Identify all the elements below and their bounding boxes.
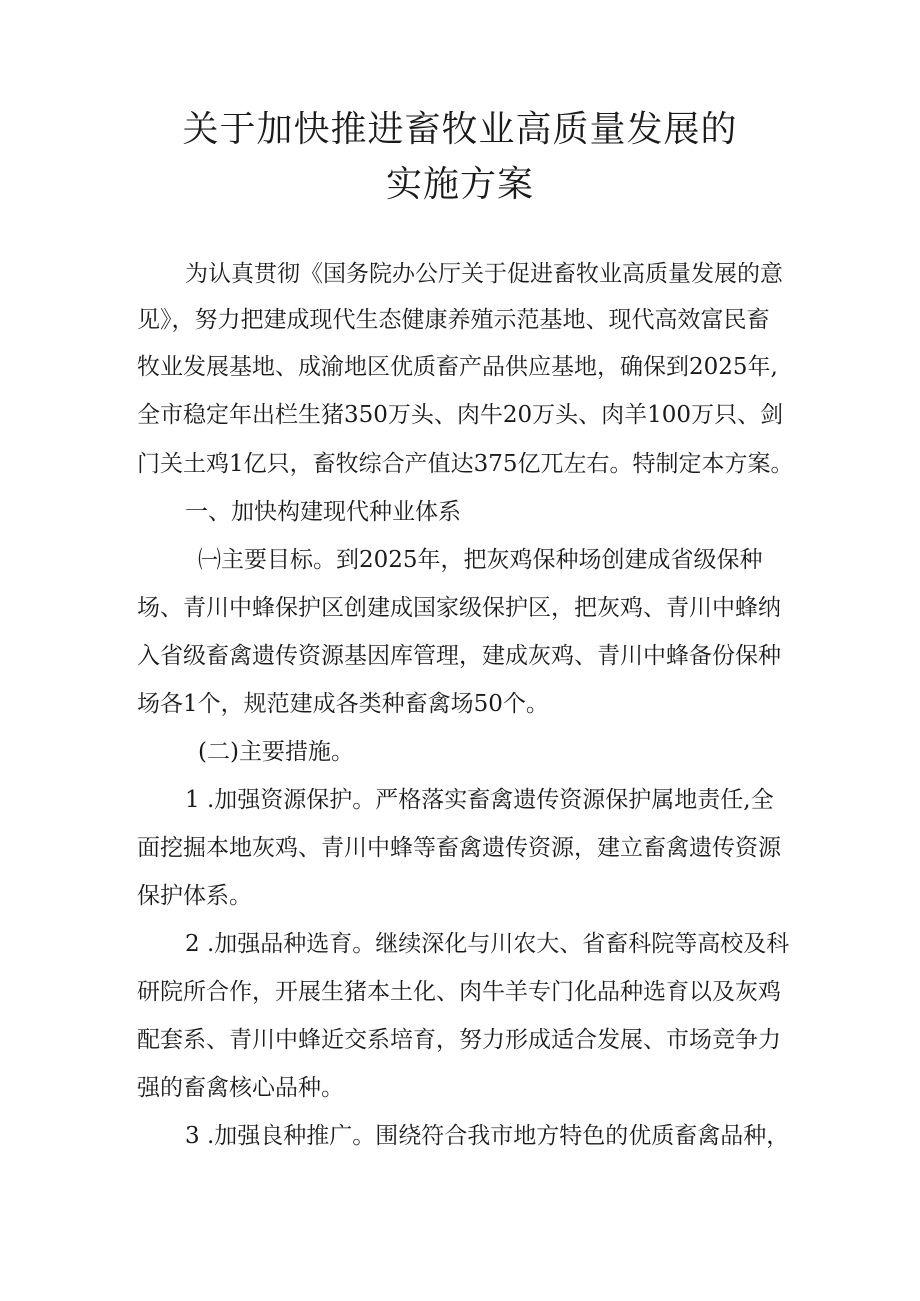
body-line-text: 场、青川中蜂保护区创建成国家级保护区，把灰鸡、青川中蜂纳 — [137, 595, 781, 621]
body-line-text: ㈠主要目标。到2025年，把灰鸡保种场创建成省级保种 — [198, 547, 763, 573]
body-line-text: 为认真贯彻《国务院办公厅关于促进畜牧业高质量发展的意 — [185, 261, 783, 287]
body-line-text: 2 .加强品种选育。继续深化与川农大、省畜科院等高校及科 — [185, 931, 790, 957]
subsection-heading-text: (二)主要措施。 — [198, 739, 354, 765]
body-line-text: 面挖掘本地灰鸡、青川中蜂等畜禽遗传资源，建立畜禽遗传资源 — [137, 835, 781, 861]
body-line-text: 见》，努力把建成现代生态健康养殖示范基地、现代高效富民畜 — [137, 307, 770, 333]
body-line-text: 保护体系。 — [137, 883, 252, 909]
body-line-text: 配套系、青川中蜂近交系培育，努力形成适合发展、市场竞争力 — [137, 1027, 781, 1053]
section-heading-text: 一、加快构建现代种业体系 — [185, 499, 461, 525]
body-line-text: 研院所合作，开展生猪本土化、肉牛羊专门化品种选育以及灰鸡 — [137, 979, 781, 1005]
body-line-text: 1 .加强资源保护。严格落实畜禽遗传资源保护属地责任,全 — [185, 787, 774, 813]
document-title-line-2: 实施方案 — [385, 164, 534, 205]
body-line-text: 门关土鸡1亿只，畜牧综合产值达375亿兀左右。特制定本方案。 — [137, 451, 794, 477]
body-line-text: 全市稳定年出栏生猪350万头、肉牛20万头、肉羊100万只、剑 — [137, 402, 784, 428]
body-line-text: 入省级畜禽遗传资源基因库管理，建成灰鸡、青川中蜂备份保种 — [137, 643, 781, 669]
body-line-text: 牧业发展基地、成渝地区优质畜产品供应基地，确保到2025年, — [137, 354, 778, 380]
body-line-text: 强的畜禽核心品种。 — [137, 1075, 344, 1101]
body-line-text: 3 .加强良种推广。围绕符合我市地方特色的优质畜禽品种， — [185, 1123, 790, 1149]
document-title-line-1: 关于加快推进畜牧业高质量发展的 — [182, 109, 738, 150]
body-line-text: 场各1个，规范建成各类种畜禽场50个。 — [137, 691, 549, 717]
